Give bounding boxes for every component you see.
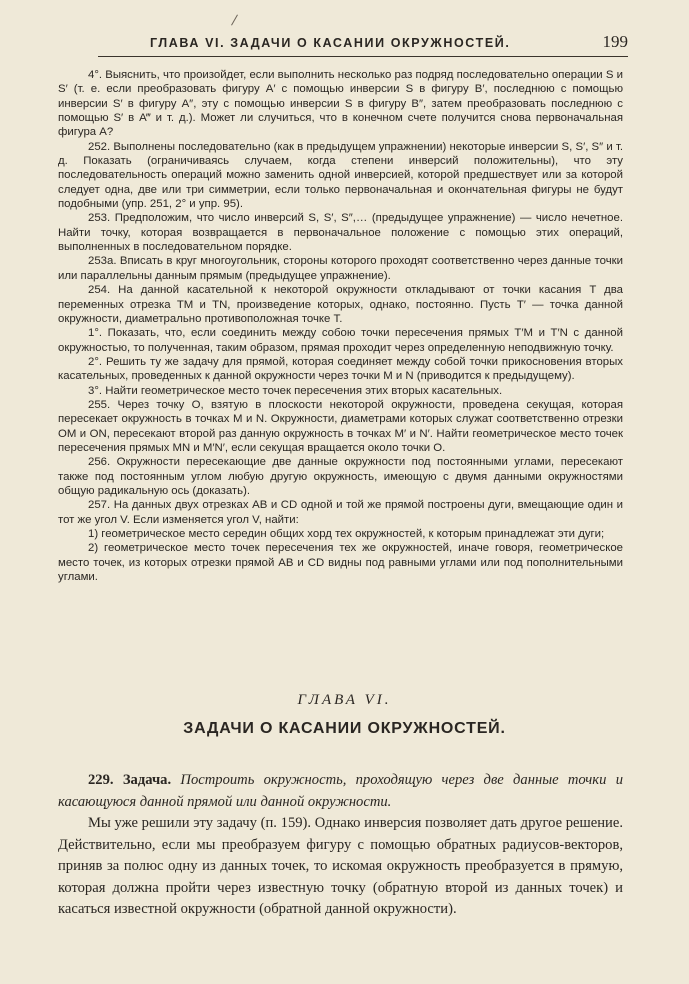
- pencil-mark: [231, 15, 238, 26]
- exercise-paragraph: 2°. Решить ту же задачу для прямой, которая соединяет между собой точки прикосновения вторых касательных, проведенных к данной окружности через точки M и N (приводится к предыдущему).: [58, 355, 623, 383]
- exercise-paragraph: 3°. Найти геометрическое место точек пересечения этих вторых касательных.: [88, 384, 503, 397]
- exercises-block: [58, 68, 623, 584]
- chapter-label: ГЛАВА VI.: [297, 692, 392, 708]
- exercise-paragraph: 1) геометрическое место середин общих хорд тех окружностей, к которым принадлежат эти дуги;: [88, 528, 605, 540]
- running-header: [98, 32, 628, 57]
- exercise-paragraph: 2) геометрическое место точек пересечения тех же окружностей, иначе говоря, геометрическое место точек, из которых отрезки прямой AB и CD видны под равными углами или под пополнительными углами.: [58, 542, 623, 584]
- exercise-paragraph: 253. Предположим, что число инверсий S, S′, S″,… (предыдущее упражнение) — число нечетное. Найти точку, которая возвращается в первоначальное положение с помощью этих операций, выполненных в последовательном порядке.: [58, 212, 623, 254]
- exercise-paragraph: 256. Окружности пересекающие две данные окружности под постоянными углами, пересекают также под постоянным углом любую другую окружность, имеющую с двумя данными окружностями общую радикальную ось (доказать).: [58, 456, 623, 497]
- problem-solution: Мы уже решили эту задачу (п. 159). Однако инверсия позволяет дать другое решение. Действительно, если мы преобразуем фигуру с помощью обратных радиусов-векторов, приняв за полюс одну из данных точек, то искомая окружность преобразуется в прямую, которая должна пройти через известную точку (обратную второй из данных точек) и касаться известной окружности (обратной данной окружности).: [58, 815, 623, 917]
- header-title: ГЛАВА VI. ЗАДАЧИ О КАСАНИИ ОКРУЖНОСТЕЙ.: [150, 36, 511, 50]
- exercise-paragraph: 4°. Выяснить, что произойдет, если выполнить несколько раз подряд последовательно операции S и S′ (т. е. если преобразовать фигуру A′ с помощью инверсии S в фигуру B′, последнюю с помощью инверсии S′ в фигуру A″, эту с помощью инверсии S в фигуру B″, затем преобразовать последнюю с помощью S′ в A‴ и т. д.). Может ли случиться, что в конечном счете получится снова первоначальная фигура A?: [58, 69, 623, 139]
- problem-statement: Построить окружность, проходящую через две данные точки и касающуюся данной прямой или данной окружности.: [58, 772, 623, 810]
- exercise-paragraph: 252. Выполнены последовательно (как в предыдущем упражнении) некоторые инверсии S, S′, S″ и т. д. Показать (ограничиваясь случаем, когда степени инверсий положительны), что эту последовательность операций можно заменить одной инверсией, которой предшествует или за которой следует одна, две или три симметрии, если только первоначальная и окончательная фигуры не будут подобными (упр. 251, 2° и упр. 95).: [58, 140, 623, 211]
- exercise-paragraph: 1°. Показать, что, если соединить между собою точки пересечения прямых T′M и T′N с данной окружностью, то полученная, таким образом, прямая проходит через определенную неподвижную точку.: [58, 327, 623, 354]
- exercise-paragraph: 253a. Вписать в круг многоугольник, стороны которого проходят соответственно через данные точки или параллельны данным прямым (предыдущее упражнение).: [58, 255, 623, 282]
- problem-number: 229.: [88, 772, 114, 788]
- problem-statement-paragraph: [58, 770, 623, 813]
- page-number: 199: [602, 32, 628, 51]
- problem-section: [58, 770, 623, 921]
- exercise-paragraph: 257. На данных двух отрезках AB и CD одной и той же прямой построены дуги, вмещающие один и тот же угол V. Если изменяется угол V, найти:: [58, 499, 623, 526]
- exercise-paragraph: 254. На данной касательной к некоторой окружности откладывают от точки касания T два переменных отрезка TM и TN, произведение которых, однако, постоянно. Пусть T′ — точка данной окружности, диаметрально противоположная точке T.: [58, 284, 623, 325]
- problem-lead: Задача.: [122, 772, 172, 788]
- exercise-paragraph: 255. Через точку O, взятую в плоскости некоторой окружности, проведена секущая, которая пересекает окружность в точках M и N. Окружности, диаметрами которых служат соответственно отрезки OM и ON, пересекают второй раз данную окружность в точках M′ и N′. Найти геометрическое место точек пересечения прямых MN и M′N′, если секущая вращается около точки O.: [58, 398, 623, 454]
- chapter-title: ЗАДАЧИ О КАСАНИИ ОКРУЖНОСТЕЙ.: [183, 720, 506, 737]
